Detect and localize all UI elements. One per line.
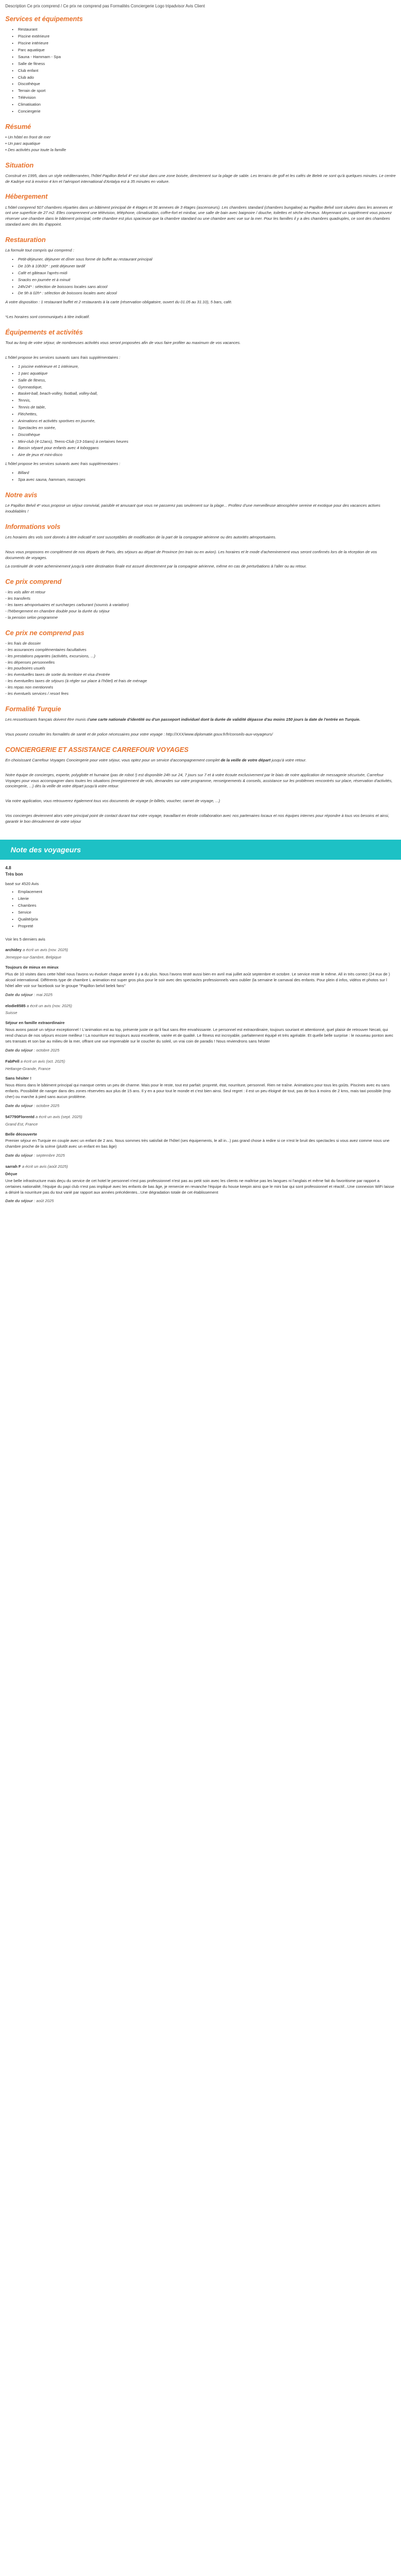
review-date-value: : octobre 2025 [33, 1047, 60, 1053]
list-item: • Café et gâteaux l'après-midi [18, 271, 396, 276]
list-item: • Aire de jeux et mini-disco [18, 452, 396, 458]
prix-comprend-list [5, 590, 396, 620]
equipements-title: Équipements et activités [5, 329, 83, 337]
review-date-label: Date du séjour [5, 1103, 33, 1108]
list-item: • Salle de fitness, [18, 378, 396, 384]
list-item: • Fléchettes, [18, 412, 396, 417]
restauration-note: *Les horaires sont communiqués à titre indicatif. [5, 314, 90, 320]
conciergerie-title: CONCIERGERIE ET ASSISTANCE CARREFOUR VOYAGES [5, 746, 189, 754]
review-author: archidey [5, 947, 22, 953]
review-item [5, 1164, 396, 1204]
infos-vols-p2: Nous vous proposons en complément de nos départs de Paris, des séjours au départ de Province (en train ou en avion). Les horaires et le mode d'acheminement vous seront confirmés lors de la réception de vos documents de voyages. [5, 549, 377, 560]
restauration-title: Restauration [5, 236, 46, 244]
review-location: Grand Est, France [5, 1121, 38, 1127]
list-item: • Gymnastique, [18, 385, 396, 390]
equipements-paid-intro: L'hôtel propose les services suivants avec frais supplémentaires : [5, 461, 121, 467]
review-meta: a écrit un avis (sept. 2025) [34, 1114, 83, 1119]
review-item [5, 1003, 396, 1054]
hebergement-text: L'hôtel comprend 507 chambres réparties dans un bâtiment principal de 4 étages et 36 annexes de 3 étages (ascenseurs). Les chambres standard (chambres bungalow) au Papillon Belvil sont situées dans les annexes et ont une superficie de 27 m2. Elles comprennent une télévision, téléphone, climatisation, coffre-fort et minibar, une salle de bain avec baignoire / douche, toilettes et sèche-cheveux. Moyennant un supplément vous pouvez réserver une chambre dans le bâtiment principal, cette chambre est plus spacieuse que la chambre standard ou une chambre avec vue sur la mer. Pour les familles il y a des chambres quadruples, ce sont des chambres standard avec des lits d'appoint. [5, 204, 393, 227]
prix-ne-comprend-title: Ce prix ne comprend pas [5, 629, 85, 637]
list-item: • Salle de fitness [18, 61, 396, 67]
avis-title: Notre avis [5, 491, 38, 499]
restauration-list [5, 257, 396, 296]
criteria-list [5, 889, 396, 929]
list-item: • Spectacles en soirée, [18, 425, 396, 431]
review-date-label: Date du séjour [5, 1153, 33, 1158]
list-item: • Tennis, [18, 398, 396, 404]
review-title: Belle découverte [5, 1131, 38, 1137]
list-item: • Sauna - Hammam - Spa [18, 54, 396, 60]
review-header [5, 1164, 396, 1170]
list-item: - les frais de dossier [5, 640, 41, 646]
review-header [5, 1059, 396, 1065]
list-item: • Animations et activités sportives en journée, [18, 419, 396, 424]
review-item [5, 1114, 396, 1159]
review-date [5, 1048, 396, 1054]
review-count: basé sur 4520 Avis [5, 881, 39, 887]
list-item: • Un parc aquatique [5, 141, 41, 146]
review-header [5, 947, 396, 953]
list-item: • Télévision [18, 95, 396, 101]
criteria-item: • Chambres [18, 903, 396, 909]
review-body: Nous avons passé un séjour exceptionnel ! L'animation est au top, présente juste ce qu'il faut sans être envahissante. Le personnel est extraordinaire, toujours souriant et attentionné, quel plaisir de retrouver Necati, qui rend chacun de nos séjours encore meilleur ! La nourriture est toujours aussi excellente, variée et de qualité. Le fitness est incroyable, parfaitement équipé et très agréable. Et quelle belle surprise : le nouveau ponton avec ses transats et son bar au milieu de la mer, offrant une vue imprenable sur le coucher du soleil, un vrai coin de paradis ! Nous reviendrons sans hésiter [5, 1027, 394, 1044]
equipements-paid-list [5, 470, 396, 483]
review-header [5, 1114, 396, 1120]
formalite-p1-bold: une carte nationale d'identité ou d'un passeport individuel dont la durée de validité dépasse d'au moins 150 jours la date de l'entrée en Turquie. [89, 717, 361, 722]
list-item: • Snacks en journée et à minuit [18, 277, 396, 283]
list-item: • Climatisation [18, 102, 396, 108]
list-item: • 1 piscine extérieure et 1 intérieure, [18, 364, 396, 370]
review-author: elodie8585 [5, 1003, 26, 1008]
equipements-free-list [5, 364, 396, 458]
list-item: • Club ado [18, 75, 396, 81]
review-location: Jemeppe-sur-Sambre, Belgique [5, 955, 61, 960]
review-meta: a écrit un avis (août 2025) [21, 1164, 68, 1169]
list-item: - les assurances complémentaires facultatives [5, 647, 87, 652]
review-date [5, 1153, 396, 1159]
review-item [5, 1059, 396, 1109]
list-item: • Discothèque [18, 432, 396, 438]
conciergerie-p2: Notre équipe de concierges, experte, polyglotte et humaine (pas de robot !) est disponible 24h sur 24, 7 jours sur 7 et à votre écoute exclusivement par le biais de notre application de messagerie sécurisée, Carrefour Voyages pour vous accompagner dans toutes les situations (enregistrement de vols, demandes sur votre programme, renseignements & conseils, assistance sur les problèmes rencontrés sur place, réservation d'activités, conciergerie, ...) dès la veille de votre départ jusqu'à votre retour. [5, 772, 393, 789]
review-score: 4.8 [5, 866, 12, 871]
criteria-item: • Qualité/prix [18, 917, 396, 923]
hebergement-title: Hébergement [5, 193, 48, 201]
review-date-label: Date du séjour [5, 1198, 33, 1204]
conciergerie-p1 [5, 758, 396, 764]
review-meta: a écrit un avis (nov. 2025) [21, 947, 68, 953]
top-navigation-text: Description Ce prix comprend / Ce prix ne comprend pas Formalités Conciergerie Logo tripadvisor Avis Client [5, 4, 205, 8]
review-title: Déçue [5, 1171, 17, 1176]
review-author: sarrah F [5, 1164, 21, 1169]
review-date-value: : octobre 2025 [33, 1103, 60, 1108]
reviews-section [0, 865, 401, 1204]
conciergerie-p1-end: jusqu'à votre retour. [270, 757, 307, 762]
review-date-value: : septembre 2025 [33, 1153, 65, 1158]
list-item: • Tennis de table, [18, 405, 396, 411]
list-item: • Club enfant [18, 68, 396, 74]
review-meta: a écrit un avis (oct. 2025) [19, 1058, 65, 1064]
list-item: • Des activités pour toute la famille [5, 147, 66, 152]
list-item: • Billard [18, 470, 396, 476]
review-date-label: Date du séjour [5, 992, 33, 997]
list-item: - les transferts [5, 596, 31, 601]
list-item: • Piscine extérieure [18, 34, 396, 40]
review-item [5, 947, 396, 998]
list-item: • Conciergerie [18, 109, 396, 115]
review-body: Premier séjour en Turquie en couple avec un enfant de 2 ans. Nous sommes très satisfait de l'hôtel (ses équipements, le all in...) pas grand chose à redire si ce n'est le bruit des spectacles si vous avez comme nous une chambre proche de la scène (plutôt avec un enfant en bas âge) [5, 1138, 390, 1149]
review-date-value: : août 2025 [33, 1198, 54, 1204]
formalite-p1-text: Les ressortissants français doivent être munis d' [5, 717, 90, 722]
equipements-intro: Tout au long de votre séjour, de nombreuses activités vous seront proposées afin de vous faire profiter au maximum de vos vacances. [5, 340, 241, 346]
list-item: • Mini-club (4-12ans), Teens-Club (13-16ans) à certaines heures [18, 439, 396, 445]
list-item: • Un hôtel en front de mer [5, 134, 51, 140]
review-author: 547790Florentd [5, 1114, 35, 1119]
review-title: Toujours de mieux en mieux [5, 965, 59, 970]
list-item: - les taxes aéroportuaires et surcharges carburant (soumis à variation) [5, 602, 129, 608]
situation-title: Situation [5, 161, 34, 169]
restauration-intro: La formule tout compris qui comprend : [5, 248, 75, 253]
infos-vols-p1: Les horaires des vols sont donnés à titre indicatif et sont susceptibles de modification de la part de la compagnie aérienne ou des autorités aéroportuaires. [5, 534, 277, 540]
review-body: Plus de 10 visites dans cette hôtel nous l'avons vu évoluer chaque année il y a du plus. Nous l'avons testé aussi bien en avril mai juillet août septembre et octobre. Le service reste le même. All in très correct (24 eux de ) alcool international. Différents type de chambre L animation est super gros plus pour le soir avec des spectacles professionnels vans oublier (la semaine le carnaval des enfants. Pour plein d infos, vidéos et photos sur l hôtel aller voir sur facebook sur le groupe "Papillon belvil belek fans" [5, 972, 390, 988]
prix-comprend-title: Ce prix comprend [5, 578, 62, 586]
resume-list [5, 135, 396, 153]
review-body: Nous étions dans le bâtiment principal qui manque certes un peu de charme. Mais pour le reste, tout est parfait: propreté, état, nourriture, personnel. Rien ne traîne. Animations pour tous les goûts. Piscines avec eu sans enfants. Possibilité de nanger dans des zones réservées aux plus de 15 ans. Il y en a pour tout le monde et c'est bien ainsi. Seul regret : il est un peu éloigné de tout, pas de bus à moins de 2 kms, mais taxi possible (trop cher) ou marche à pied sans aucun problème. [5, 1083, 391, 1100]
situation-text: Construit en 1995, dans un style méditerranéen, l'hôtel Papillon Belvil 4* est situé dans une zone boisée, directement sur la plage de sable. Les terrains de golf et les cafés de Belek ne sont qu'à quelques minutes. Le centre de Kadriye est à environ 4 km et l'aéroport international d'Antalya est à 35 minutes en voiture. [5, 173, 396, 184]
review-date-label: Date du séjour [5, 1047, 33, 1053]
conciergerie-p1-bold: de la veille de votre départ [221, 757, 271, 762]
list-item: • Parc aquatique [18, 48, 396, 53]
review-title: Sans hésiter ! [5, 1076, 32, 1081]
list-item: • 24h/24* : sélection de boissons locales sans alcool [18, 284, 396, 290]
conciergerie-p1-text: En choisissant Carrefour Voyages Conciergerie pour votre séjour, vous optez pour un service d'accompagnement complet [5, 757, 221, 762]
criteria-item: • Service [18, 910, 396, 916]
list-item: - la pension selon programme [5, 615, 58, 620]
criteria-item: • Propreté [18, 924, 396, 929]
list-item: • Basket-ball, beach-volley, football, volley-ball, [18, 391, 396, 397]
review-date-value: : mai 2025 [33, 992, 53, 997]
review-location: Suisse [5, 1010, 17, 1016]
criteria-item: • Literie [18, 896, 396, 902]
list-item: • Petit-déjeuner, déjeuner et dîner sous forme de buffet au restaurant principal [18, 257, 396, 263]
list-item: - les éventuelles taxes de sortie du territoire et visa d'entrée [5, 672, 110, 677]
infos-vols-title: Informations vols [5, 523, 61, 531]
services-list [5, 27, 396, 114]
review-author: FabPell [5, 1058, 20, 1064]
infos-vols-p3: La continuité de votre acheminement jusqu'à votre destination finale est assuré directement par la compagnie aérienne, même en cas de perturbations à l'aller ou au retour. [5, 564, 307, 569]
review-meta: a écrit un avis (nov. 2025) [25, 1003, 72, 1008]
review-score-label: Très bon [5, 871, 23, 877]
review-date [5, 992, 396, 998]
reviews-banner: Note des voyageurs [0, 840, 401, 860]
avis-text: Le Papillon Belvil 4* vous propose un séjour convivial, paisible et amusant que vous ne passerez pas seulement sur la plage... Profitez d'une merveilleuse atmosphère sereine et exotique pour des vacances actives inoubliables ! [5, 503, 380, 514]
formalite-p2: Vous pouvez consulter les formalités de santé et de police nécessaires pour votre voyage : http://XXX/www.diplomatie.gouv.fr/fr/conseils-aux-voyageurs/ [5, 731, 273, 737]
review-date [5, 1198, 396, 1204]
list-item: - les repas non mentionnés [5, 685, 53, 690]
restauration-disposition: A votre disposition : 1 restaurant buffet et 2 restaurants à la carte (réservation obligatoire, ouvert du 01.05 au 31.10), 5 bars, café. [5, 300, 233, 305]
list-item: • Spa avec sauna, hammam, massages [18, 477, 396, 483]
review-body: Une belle infrastructure mais deçu du service de cet hotel le personnel n'est pas professionnel n'est pas au petit soin avec les clients ne maîtrise pas les langues ni l'anglais et même fait du favoritisme par rapport a certaines nationalité, l'équipe du papi club n'est pas impliqué avec les enfants de bas âge, je remercie en revanche l'équipe du house keepin ainsi que le mini bar qui sont professionnel et réactif...Une connexion WiFi laisse a désiré la nourriture pas du tout varié par rapport aux années précédentes...Une dégradation totale de cet établissement [5, 1178, 395, 1195]
list-item: • Terrain de sport [18, 88, 396, 94]
list-item: - les pourboires usuels [5, 666, 45, 671]
list-item: - l'hébergement en chambre double pour la durée du séjour [5, 609, 110, 614]
see-last-reviews-link[interactable]: Voir les 5 derniers avis [5, 936, 45, 942]
list-item: • De 9h à 02h* : sélection de boissons locales avec alcool [18, 291, 396, 296]
conciergerie-p4: Vos concierges deviennent alors votre principal point de contact durant tout votre voyage, travaillant en étroite collaboration avec nos partenaires locaux et nos équipes internes pour répondre à tous vos besoins et ainsi, garantir le bon déroulement de votre séjour [5, 813, 389, 824]
formalite-p1 [5, 717, 396, 723]
list-item: • Restaurant [18, 27, 396, 33]
review-title: Séjour en famille extraordinaire [5, 1020, 65, 1026]
services-title: Services et équipements [5, 15, 83, 23]
list-item: - les vols aller et retour [5, 590, 45, 595]
resume-title: Résumé [5, 123, 31, 131]
review-location: Hettange-Grande, France [5, 1066, 51, 1071]
list-item: - les prestations payantes (activités, excursions, ...) [5, 653, 96, 658]
list-item: • De 10h à 10h30* : petit déjeuner tardif [18, 264, 396, 269]
list-item: • Piscine intérieure [18, 41, 396, 47]
formalite-title: Formalité Turquie [5, 705, 61, 713]
list-item: - les dépenses personnelles [5, 659, 55, 665]
list-item: - les éventuels services / resort fees [5, 691, 69, 696]
conciergerie-p3: Via notre application, vous retrouverez également tous vos documents de voyage (e-billets, voucher, carnet de voyage, ...) [5, 798, 220, 804]
list-item: • 1 parc aquatique [18, 371, 396, 377]
review-header [5, 1003, 396, 1009]
list-item: - les éventuelles taxes de séjours (à régler sur place à l'hôtel) et frais de ménage [5, 678, 147, 684]
equipements-free-intro: L'hôtel propose les services suivants sans frais supplémentaires : [5, 355, 121, 360]
criteria-item: • Emplacement [18, 889, 396, 895]
list-item: • Discothèque [18, 81, 396, 87]
review-date [5, 1103, 396, 1109]
list-item: • Bassin séparé pour enfants avec 4 toboggans [18, 445, 396, 451]
prix-ne-comprend-list [5, 641, 396, 697]
